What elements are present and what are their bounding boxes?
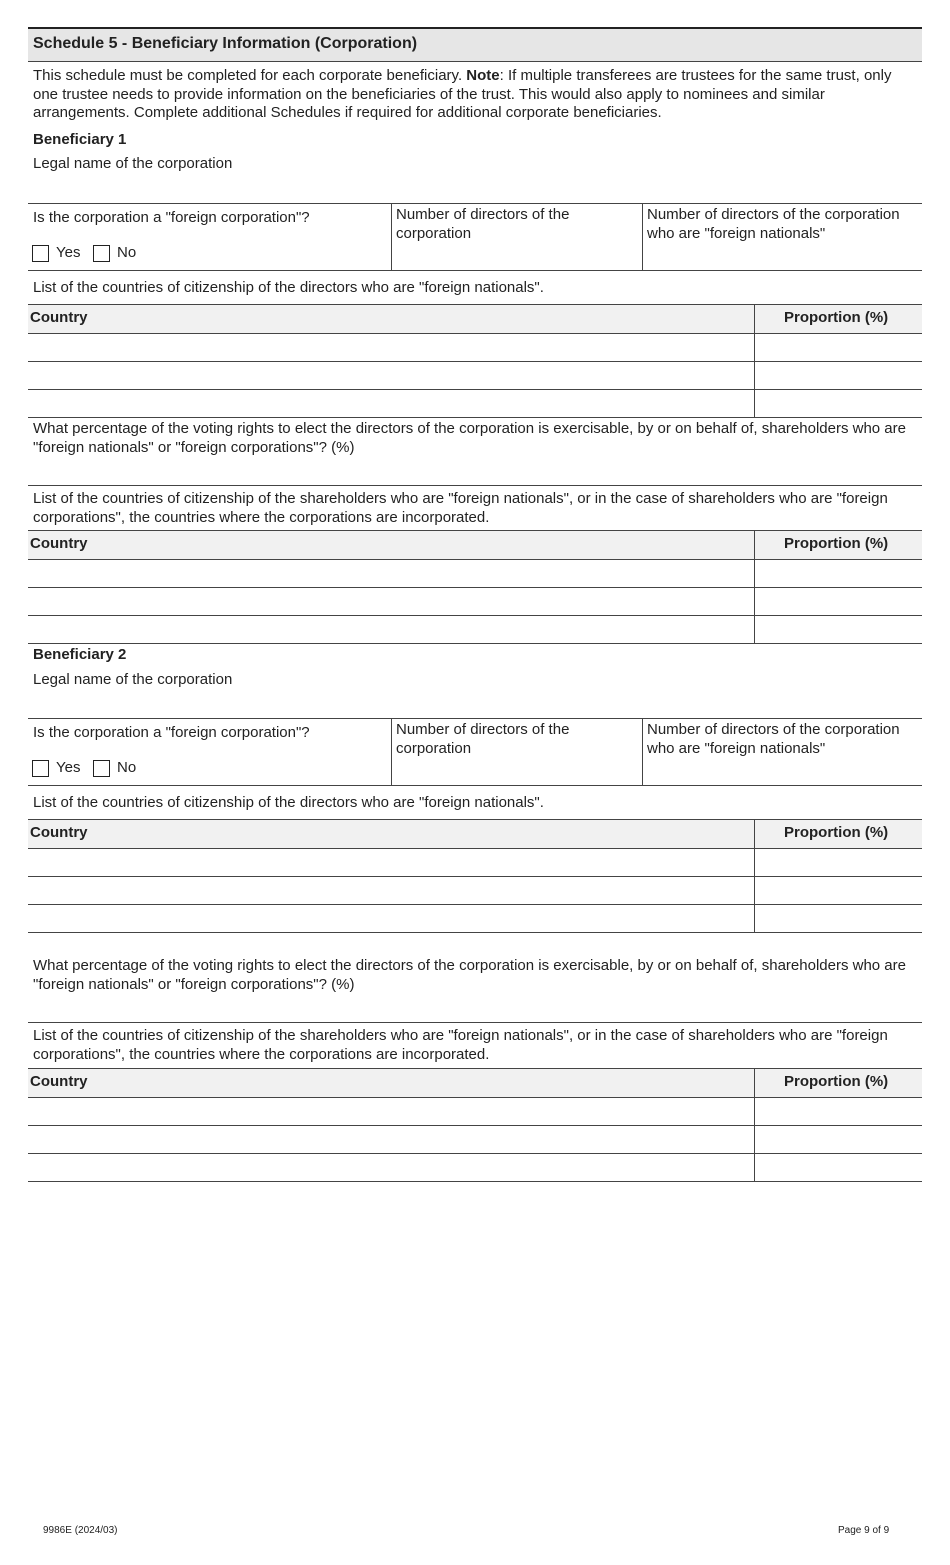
country-input[interactable] <box>28 905 754 932</box>
proportion-input[interactable] <box>755 877 922 904</box>
legal-name-input[interactable] <box>28 692 922 717</box>
country-input[interactable] <box>28 334 754 361</box>
country-input[interactable] <box>28 390 754 417</box>
num-directors-label: Number of directors of the corporation <box>396 206 570 242</box>
country-input[interactable] <box>28 560 754 587</box>
yes-checkbox[interactable] <box>32 245 49 262</box>
num-directors-input[interactable] <box>392 758 642 784</box>
num-foreign-directors-input[interactable] <box>643 758 922 784</box>
proportion-input[interactable] <box>755 1098 922 1125</box>
voting-rights-input[interactable] <box>28 458 922 484</box>
country-input[interactable] <box>28 1126 754 1153</box>
proportion-input[interactable] <box>755 849 922 876</box>
proportion-input[interactable] <box>755 616 922 643</box>
country-input[interactable] <box>28 877 754 904</box>
shareholders-countries-label: List of the countries of citizenship of the shareholders who are "foreign nationals", or in the case of shareholders who are "foreign corporations", the countries where the corporations are incorporated. <box>33 490 888 526</box>
country-input[interactable] <box>28 588 754 615</box>
yes-label: Yes <box>56 244 81 261</box>
beneficiary-2-heading: Beneficiary 2 <box>33 646 127 663</box>
proportion-input[interactable] <box>755 362 922 389</box>
legal-name-input[interactable] <box>28 176 922 202</box>
no-label: No <box>117 244 137 261</box>
page-title: Schedule 5 - Beneficiary Information (Corporation) <box>33 35 418 52</box>
country-input[interactable] <box>28 1154 754 1181</box>
num-foreign-directors-input[interactable] <box>643 243 922 269</box>
col-proportion-header: Proportion (%) <box>784 1073 889 1090</box>
col-country-header: Country <box>30 309 88 326</box>
intro-paragraph: This schedule must be completed for each corporate beneficiary. Note: If multiple transferees are trustees for the same trust, only one trustee needs to provide information on the beneficiaries of the trust. This would also apply to nominees and similar arrangements. Complete additional Schedules if required for additional corporate beneficiaries. <box>33 67 892 121</box>
yes-checkbox[interactable] <box>32 760 49 777</box>
country-input[interactable] <box>28 616 754 643</box>
col-country-header: Country <box>30 1073 88 1090</box>
proportion-input[interactable] <box>755 1154 922 1181</box>
foreign-corp-question: Is the corporation a "foreign corporation"? <box>33 724 310 741</box>
proportion-input[interactable] <box>755 588 922 615</box>
page-number: Page 9 of 9 <box>838 1525 890 1536</box>
directors-countries-label: List of the countries of citizenship of the directors who are "foreign nationals". <box>33 279 544 296</box>
proportion-input[interactable] <box>755 334 922 361</box>
no-checkbox[interactable] <box>93 760 110 777</box>
country-input[interactable] <box>28 1098 754 1125</box>
shareholders-countries-label: List of the countries of citizenship of the shareholders who are "foreign nationals", or in the case of shareholders who are "foreign corporations", the countries where the corporations are incorporated. <box>33 1027 888 1063</box>
yes-label: Yes <box>56 759 81 776</box>
directors-countries-label: List of the countries of citizenship of the directors who are "foreign nationals". <box>33 794 544 811</box>
proportion-input[interactable] <box>755 1126 922 1153</box>
col-country-header: Country <box>30 535 88 552</box>
no-label: No <box>117 759 137 776</box>
legal-name-label: Legal name of the corporation <box>33 155 233 172</box>
foreign-corp-question: Is the corporation a "foreign corporation"? <box>33 209 310 226</box>
num-directors-input[interactable] <box>392 243 642 269</box>
col-proportion-header: Proportion (%) <box>784 535 889 552</box>
col-country-header: Country <box>30 824 88 841</box>
legal-name-label: Legal name of the corporation <box>33 671 233 688</box>
form-id: 9986E (2024/03) <box>43 1525 118 1536</box>
country-input[interactable] <box>28 849 754 876</box>
num-directors-label: Number of directors of the corporation <box>396 721 570 757</box>
num-foreign-directors-label: Number of directors of the corporation who are "foreign nationals" <box>647 721 900 757</box>
voting-rights-label: What percentage of the voting rights to elect the directors of the corporation is exercisable, by or on behalf of, shareholders who are "foreign nationals" or "foreign corporations"? (%) <box>33 420 906 456</box>
proportion-input[interactable] <box>755 560 922 587</box>
voting-rights-input[interactable] <box>28 995 922 1021</box>
proportion-input[interactable] <box>755 390 922 417</box>
no-checkbox[interactable] <box>93 245 110 262</box>
note-label: Note <box>466 67 500 84</box>
col-proportion-header: Proportion (%) <box>784 824 889 841</box>
country-input[interactable] <box>28 362 754 389</box>
col-proportion-header: Proportion (%) <box>784 309 889 326</box>
num-foreign-directors-label: Number of directors of the corporation who are "foreign nationals" <box>647 206 900 242</box>
voting-rights-label: What percentage of the voting rights to elect the directors of the corporation is exercisable, by or on behalf of, shareholders who are "foreign nationals" or "foreign corporations"? (%) <box>33 957 906 993</box>
beneficiary-1-heading: Beneficiary 1 <box>33 131 127 148</box>
proportion-input[interactable] <box>755 905 922 932</box>
